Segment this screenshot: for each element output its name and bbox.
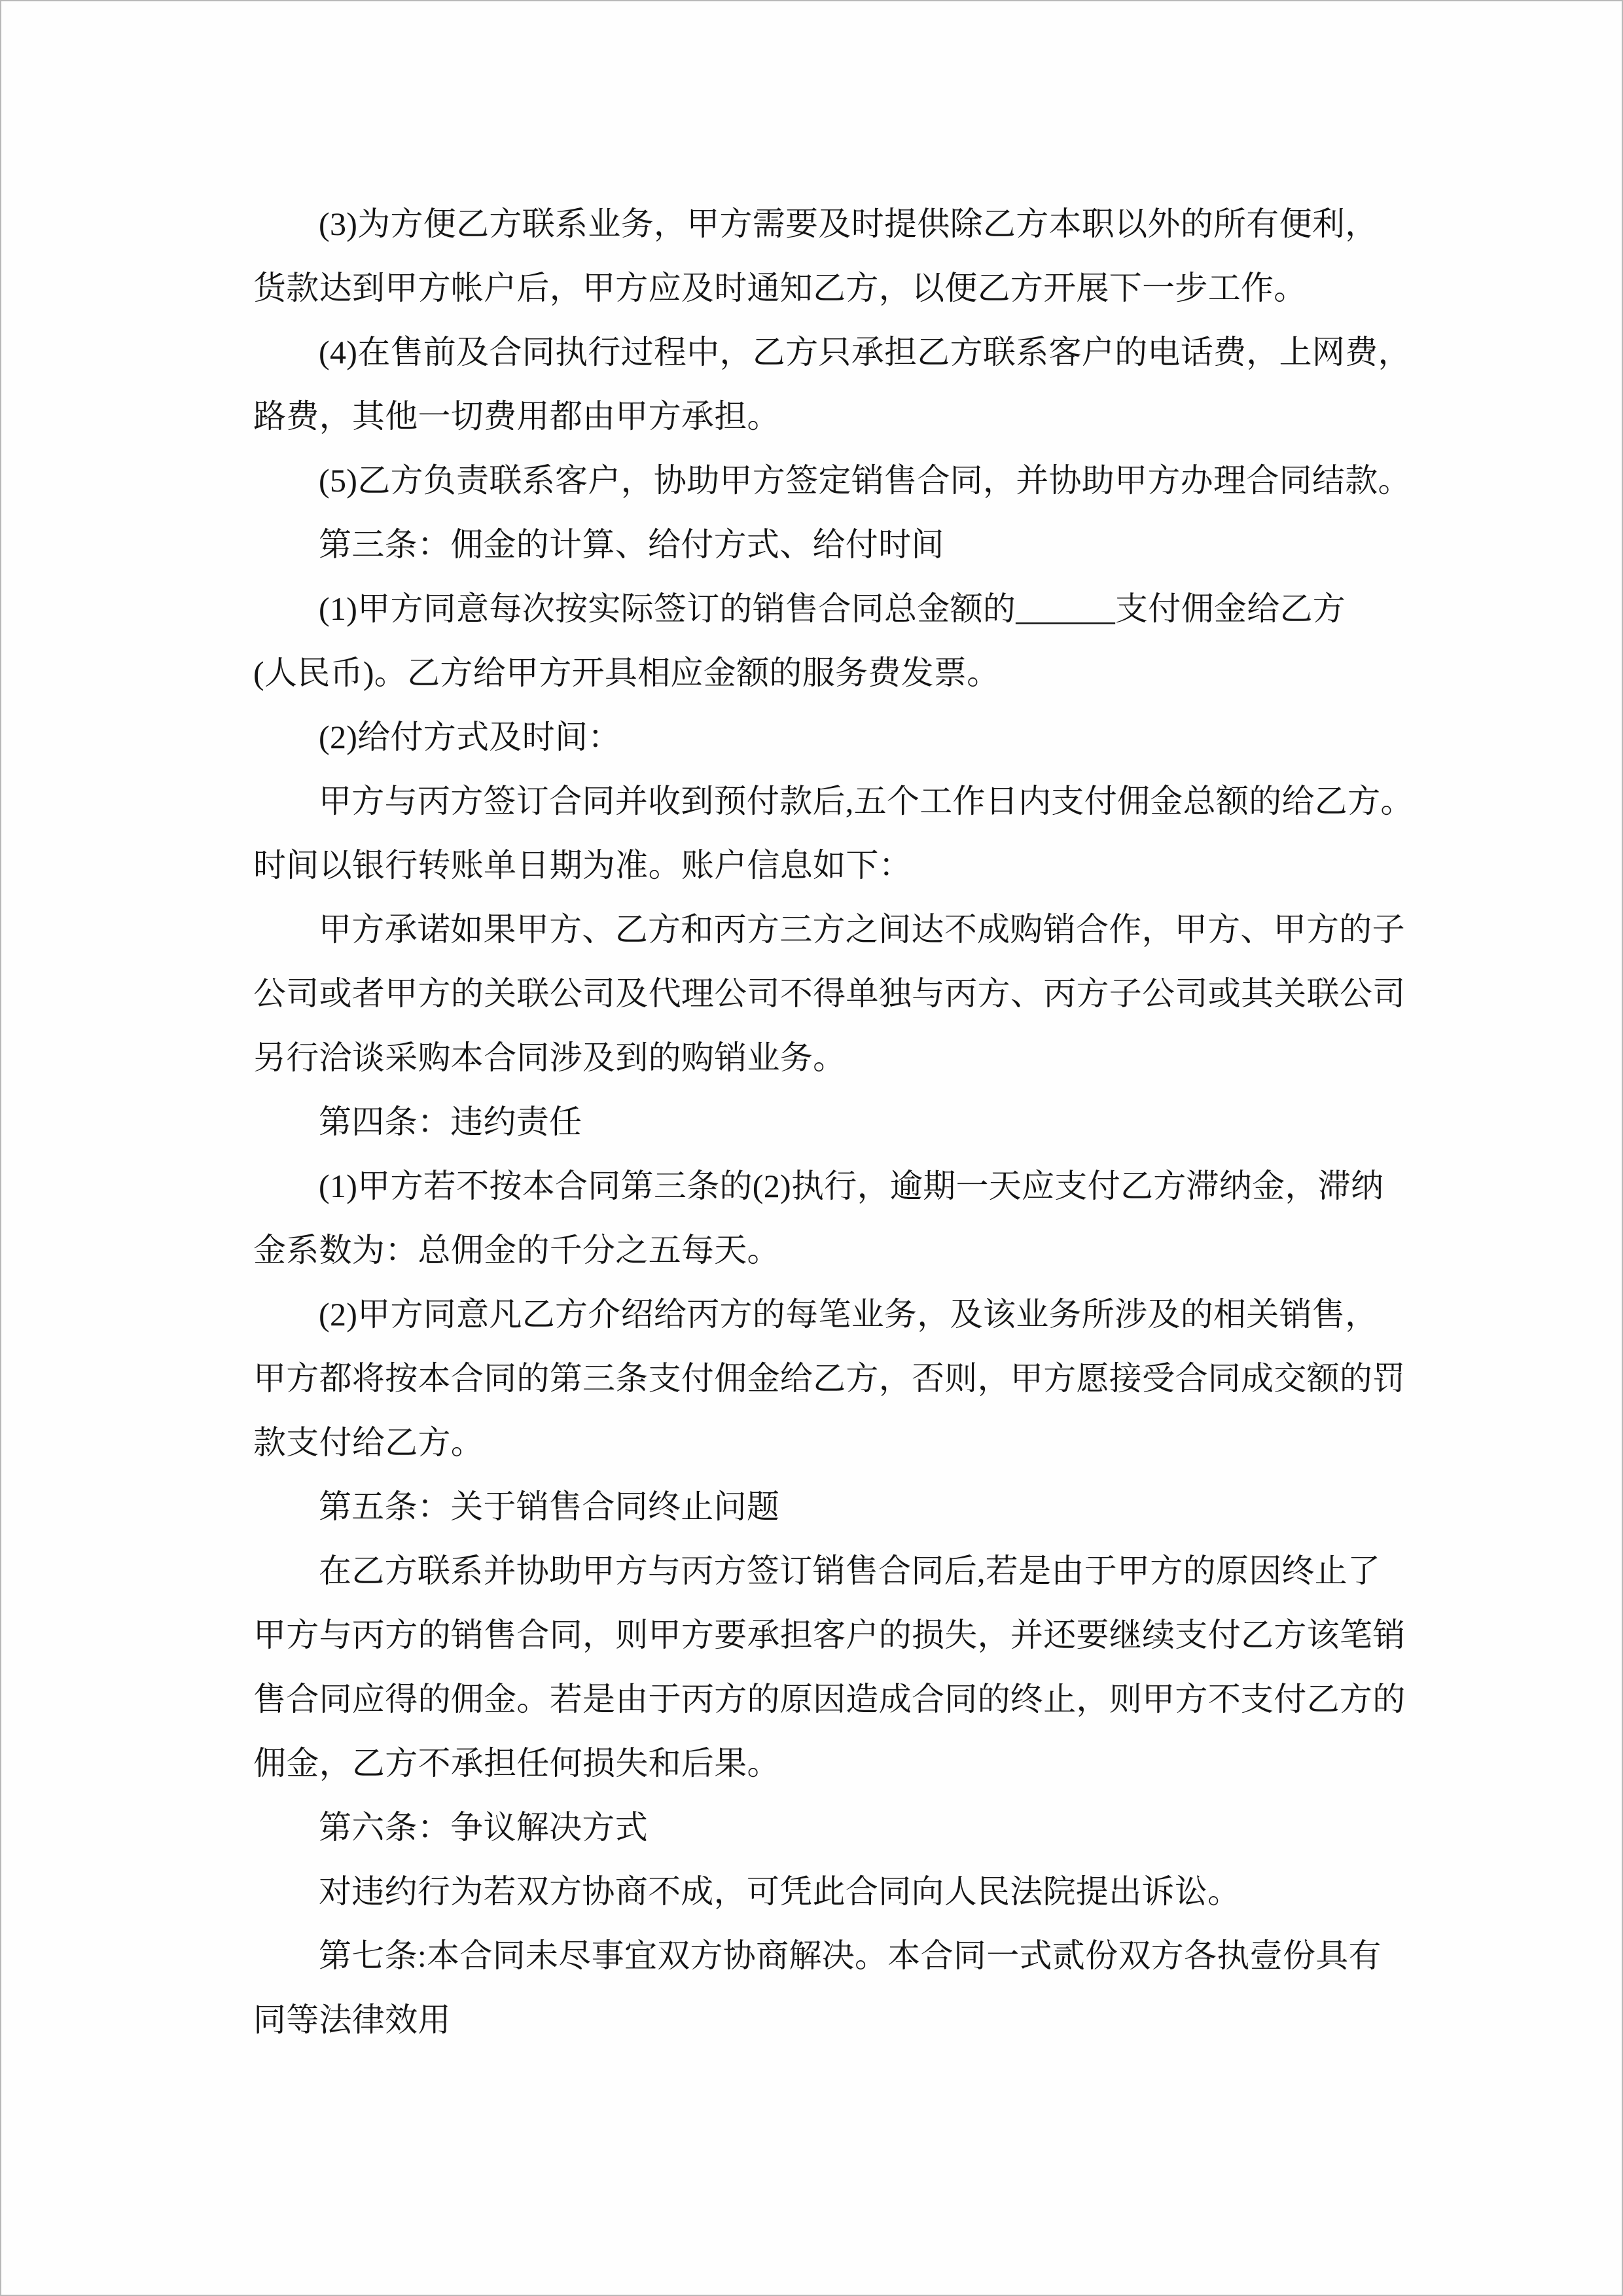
document-line: 甲方与丙方的销售合同，则甲方要承担客户的损失，并还要继续支付乙方该笔销 [253,1617,1406,1653]
document-line: 甲方承诺如果甲方、乙方和丙方三方之间达不成购销合作，甲方、甲方的子 [319,911,1405,948]
document-line: 路费，其他一切费用都由甲方承担。 [253,398,780,435]
document-line: (人民币)。乙方给甲方开具相应金额的服务费发票。 [253,655,1000,691]
document-line: (3)为方便乙方联系业务，甲方需要及时提供除乙方本职以外的所有便利， [319,206,1378,242]
document-line: 在乙方联系并协助甲方与丙方签订销售合同后,若是由于甲方的原因终止了 [319,1552,1381,1589]
document-line: 第四条：违约责任 [319,1103,582,1140]
document-line: (1)甲方同意每次按实际签订的销售合同总金额的______支付佣金给乙方 [319,590,1346,627]
document-line: (2)甲方同意凡乙方介绍给丙方的每笔业务，及该业务所涉及的相关销售， [319,1296,1378,1333]
document-line: 甲方都将按本合同的第三条支付佣金给乙方，否则，甲方愿接受合同成交额的罚 [253,1360,1406,1397]
document-line: 第三条：佣金的计算、给付方式、给付时间 [319,526,944,563]
document-line: 另行洽谈采购本合同涉及到的购销业务。 [253,1039,846,1076]
document-line: (2)给付方式及时间： [319,719,621,755]
document-line: 金系数为：总佣金的千分之五每天。 [253,1232,780,1268]
document-line: 时间以银行转账单日期为准。账户信息如下： [253,847,912,884]
document-line: (5)乙方负责联系客户，协助甲方签定销售合同，并协助甲方办理合同结款。 [319,462,1411,499]
document-line: (1)甲方若不按本合同第三条的(2)执行，逾期一天应支付乙方滞纳金，滞纳 [319,1168,1384,1204]
document-line: 甲方与丙方签订合同并收到预付款后,五个工作日内支付佣金总额的给乙方。 [319,783,1414,819]
document-line: 第七条:本合同未尽事宜双方协商解决。本合同一式贰份双方各执壹份具有 [319,1937,1382,1974]
document-line: (4)在售前及合同执行过程中，乙方只承担乙方联系客户的电话费，上网费， [319,334,1411,370]
document-line: 佣金，乙方不承担任何损失和后果。 [253,1745,780,1782]
contract-text-block [253,192,1425,2052]
document-line: 货款达到甲方帐户后，甲方应及时通知乙方，以便乙方开展下一步工作。 [253,270,1307,306]
document-line: 同等法律效用 [253,2001,451,2038]
document-line: 款支付给乙方。 [253,1424,484,1461]
document-line: 第六条：争议解决方式 [319,1809,648,1846]
document-line: 售合同应得的佣金。若是由于丙方的原因造成合同的终止，则甲方不支付乙方的 [253,1681,1406,1717]
document-line: 公司或者甲方的关联公司及代理公司不得单独与丙方、丙方子公司或其关联公司 [253,975,1406,1012]
document-line: 对违约行为若双方协商不成，可凭此合同向人民法院提出诉讼。 [319,1873,1241,1910]
document-line: 第五条：关于销售合同终止问题 [319,1488,780,1525]
